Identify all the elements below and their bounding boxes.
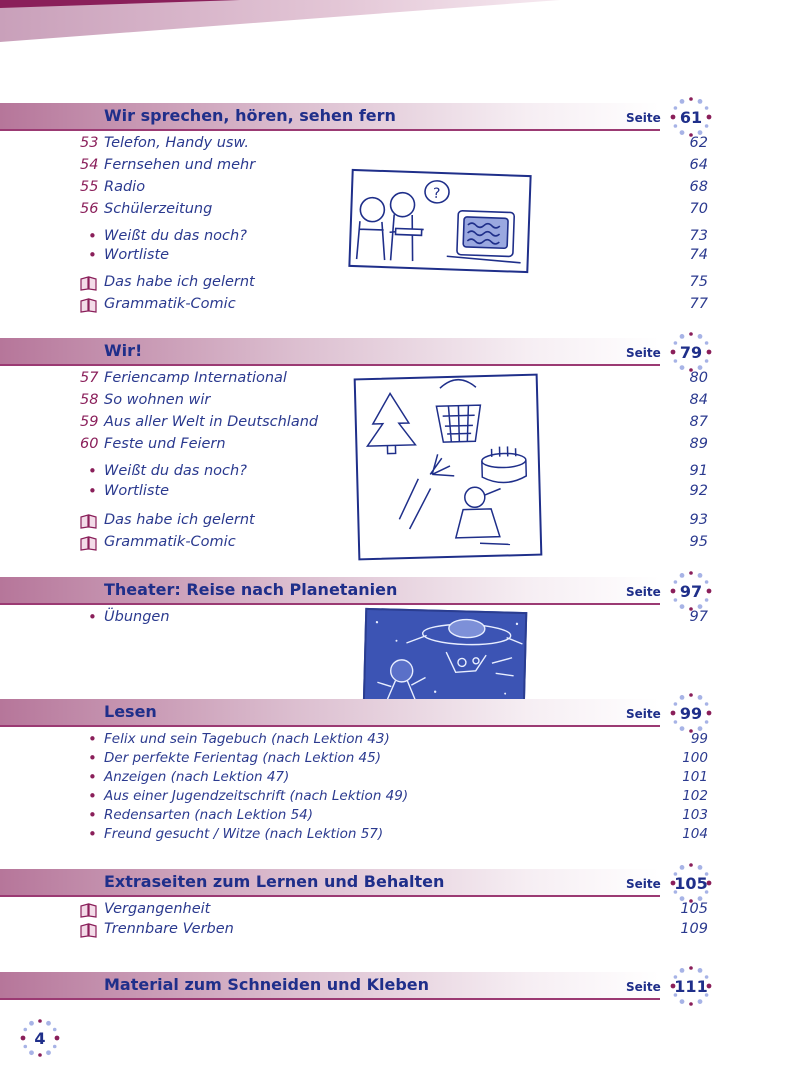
bullet-icon: • [88,768,97,786]
decor-dot [38,1053,42,1057]
lesson-number: 58 [80,392,99,408]
row-page: 64 [689,157,708,173]
section-divider [0,364,660,366]
bullet-icon: • [88,482,97,500]
row-label: Wortliste [104,247,170,263]
decor-dot [674,580,678,584]
row-page: 75 [689,274,708,290]
toc-row [78,274,708,294]
section-title: Lesen [104,702,157,721]
decor-dot [23,1045,27,1049]
section-divider [0,998,660,1000]
row-page: 100 [682,750,708,766]
decor-dot [674,341,678,345]
decor-dot [707,711,712,716]
section-page-number: 61 [679,107,703,127]
decor-dot [680,99,685,104]
decor-dot [674,598,678,602]
section-divider [0,129,660,131]
section-title: Theater: Reise nach Planetanien [104,580,398,599]
row-label: Fernsehen und mehr [104,157,256,173]
decor-dot [680,334,685,339]
decor-dot [689,693,693,697]
row-page: 84 [689,392,708,408]
decor-dot [705,702,709,706]
decor-dot [705,341,709,345]
row-label: Felix und sein Tagebuch (nach Lektion 43) [104,731,390,747]
decor-dot [705,598,709,602]
section-page-number: 99 [679,703,703,723]
bullet-icon: • [88,730,97,748]
book-page-icon [80,514,97,529]
row-label: Übungen [104,609,170,625]
row-page: 109 [680,921,708,937]
decor-dot [29,1021,34,1026]
section-divider [0,725,660,727]
festival-illustration [354,374,543,561]
row-label: Das habe ich gelernt [104,512,255,528]
tv-kids-illustration [348,169,531,273]
decor-dot [29,1050,34,1055]
bullet-icon: • [88,787,97,805]
row-label: Grammatik-Comic [104,296,236,312]
toc-row [78,901,708,921]
decor-dot [680,695,685,700]
decor-dot [680,999,685,1004]
decor-dot [55,1036,60,1041]
toc-row [78,788,708,808]
row-label: Radio [104,179,146,195]
row-page: 62 [689,135,708,151]
row-label: Weißt du das noch? [104,228,247,244]
corner-decoration [0,0,560,42]
decor-dot [46,1050,51,1055]
toc-row [78,921,708,941]
seite-label: Seite [626,585,661,599]
row-page: 104 [682,826,708,842]
toc-row [78,769,708,789]
decor-dot [23,1028,27,1032]
decor-dot [53,1028,57,1032]
decor-dot [698,573,703,578]
section-page-badge [670,692,712,734]
bullet-icon: • [88,227,97,245]
lesson-number: 60 [80,436,99,452]
section-page-number: 97 [679,581,703,601]
row-page: 92 [689,483,708,499]
row-label: Trennbare Verben [104,921,234,937]
decor-dot [698,968,703,973]
lesson-number: 54 [80,157,99,173]
section-page-badge [670,862,712,904]
christmas-tree-basket-cake-fireworks-drawing-icon [356,376,541,559]
seite-label: Seite [626,111,661,125]
toc-row [78,731,708,751]
row-label: Der perfekte Ferientag (nach Lektion 45) [104,750,382,766]
decor-dot [705,124,709,128]
decor-dot [674,720,678,724]
row-page: 87 [689,414,708,430]
row-page: 74 [689,247,708,263]
section-page-badge [670,331,712,373]
decor-dot [38,1019,42,1023]
space-illustration [363,608,528,712]
row-label: Weißt du das noch? [104,463,247,479]
row-page: 89 [689,436,708,452]
decor-dot [689,97,693,101]
row-page: 103 [682,807,708,823]
decor-dot [698,865,703,870]
row-page: 99 [690,731,708,747]
row-label: Das habe ich gelernt [104,274,255,290]
decor-dot [705,106,709,110]
bullet-icon: • [88,462,97,480]
decor-dot [698,334,703,339]
seite-label: Seite [626,707,661,721]
row-page: 105 [680,901,708,917]
decor-dot [680,968,685,973]
lesson-number: 56 [80,201,99,217]
section-title: Wir! [104,341,143,360]
lesson-number: 57 [80,370,99,386]
row-label: Wortliste [104,483,170,499]
row-label: Redensarten (nach Lektion 54) [104,807,314,823]
row-label: Feriencamp International [104,370,287,386]
decor-dot [707,350,712,355]
section-page-badge [670,570,712,612]
decor-dot [21,1036,26,1041]
decor-dot [698,999,703,1004]
row-page: 73 [689,228,708,244]
decor-dot [674,106,678,110]
astronaut-spaceship-drawing-icon [365,610,525,710]
section-title: Wir sprechen, hören, sehen fern [104,106,396,125]
section-title: Material zum Schneiden und Kleben [104,975,430,994]
section-header-bar [0,699,660,725]
decor-dot [680,573,685,578]
row-page: 101 [682,769,708,785]
decor-dot [46,1021,51,1026]
footer-page-badge [20,1018,60,1058]
section-title: Extraseiten zum Lernen und Behalten [104,872,445,891]
decor-dot [689,863,693,867]
lesson-number: 53 [80,135,99,151]
row-page: 97 [689,609,708,625]
decor-dot [671,115,676,120]
bullet-icon: • [88,749,97,767]
decor-dot [53,1045,57,1049]
section-divider [0,895,660,897]
decor-dot [698,695,703,700]
toc-row [78,807,708,827]
decor-dot [705,720,709,724]
decor-dot [689,332,693,336]
row-label: Freund gesucht / Witze (nach Lektion 57) [104,826,384,842]
row-label: Aus aller Welt in Deutschland [104,414,319,430]
row-page: 93 [689,512,708,528]
bullet-icon: • [88,246,97,264]
row-label: Aus einer Jugendzeitschrift (nach Lektion 49) [104,788,409,804]
book-page-icon [80,923,97,938]
decor-dot [689,1002,693,1006]
row-page: 102 [682,788,708,804]
row-page: 70 [689,201,708,217]
section-divider [0,603,660,605]
book-page-icon [80,903,97,918]
decor-dot [674,124,678,128]
row-label: Grammatik-Comic [104,534,236,550]
book-page-icon [80,536,97,551]
decor-dot [671,350,676,355]
decor-dot [698,99,703,104]
row-label: Schülerzeitung [104,201,213,217]
decor-dot [705,359,709,363]
decor-dot [689,571,693,575]
television-children-drawing-icon [350,171,529,271]
svg-text:?: ? [432,185,441,202]
seite-label: Seite [626,980,661,994]
lesson-number: 55 [80,179,99,195]
book-page-icon [80,276,97,291]
decor-dot [707,589,712,594]
section-page-number: 79 [679,342,703,362]
row-label: Telefon, Handy usw. [104,135,249,151]
seite-label: Seite [626,346,661,360]
row-label: Anzeigen (nach Lektion 47) [104,769,290,785]
section-page-badge [670,96,712,138]
decor-dot [680,865,685,870]
book-page-icon [80,298,97,313]
bullet-icon: • [88,806,97,824]
decor-dot [705,580,709,584]
decor-dot [674,359,678,363]
bullet-icon: • [88,608,97,626]
decor-dot [707,115,712,120]
row-label: Feste und Feiern [104,436,226,452]
toc-row [78,826,708,846]
page-number: 4 [34,1028,46,1048]
row-label: Vergangenheit [104,901,211,917]
row-page: 77 [689,296,708,312]
row-page: 95 [689,534,708,550]
row-page: 68 [689,179,708,195]
section-header-bar [0,338,660,364]
row-page: 80 [689,370,708,386]
decor-dot [671,589,676,594]
decor-dot [671,711,676,716]
decor-dot [674,702,678,706]
row-page: 91 [689,463,708,479]
section-page-badge [670,965,712,1007]
decor-dot [689,966,693,970]
seite-label: Seite [626,877,661,891]
section-page-number: 111 [674,976,708,996]
bullet-icon: • [88,825,97,843]
row-label: So wohnen wir [104,392,211,408]
toc-row [78,296,708,316]
toc-row [78,750,708,770]
lesson-number: 59 [80,414,99,430]
toc-row [78,135,708,155]
section-page-number: 105 [674,873,708,893]
